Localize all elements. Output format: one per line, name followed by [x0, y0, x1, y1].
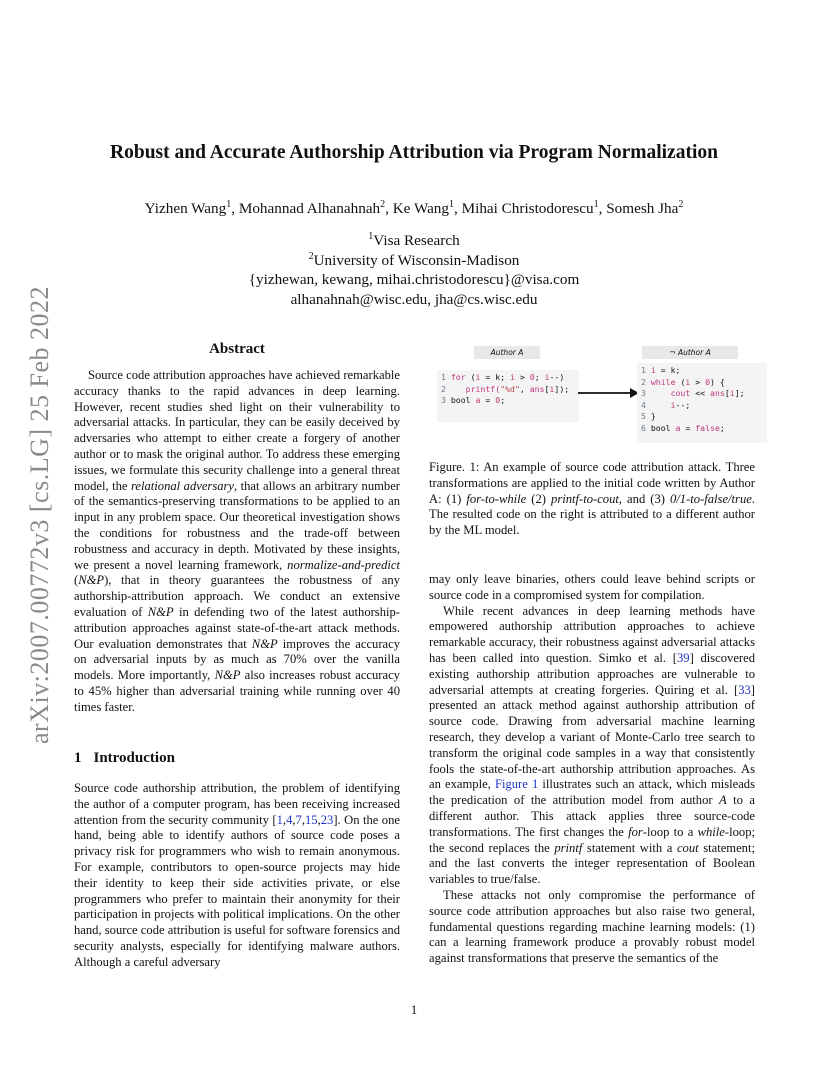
code-token: cout — [650, 388, 691, 398]
arxiv-stamp — [10, 285, 70, 745]
code-token: 0 — [529, 372, 535, 382]
term: N&P — [78, 573, 105, 588]
code-line — [641, 365, 763, 377]
code-token: while — [650, 376, 676, 387]
section-heading — [74, 750, 175, 767]
code-line — [641, 388, 763, 400]
code-token: [ — [544, 383, 550, 394]
term: 0/1-to-false/true — [669, 491, 752, 506]
code-token: [ — [724, 388, 730, 398]
code-line — [441, 372, 575, 384]
citation-link[interactable]: 39 — [676, 650, 690, 665]
text-run: Figure. 1: An example of source code attribution attack. Three transformations are applied to the initial code written by Author A: (1) — [429, 460, 755, 506]
intro-paragraph — [74, 781, 400, 971]
figure-link[interactable]: Figure 1 — [494, 777, 539, 792]
author-name: , Mihai Christodorescu — [454, 200, 594, 217]
code-token: ; — [534, 372, 545, 382]
term: N&P — [147, 604, 174, 619]
code-token: ]; — [734, 388, 745, 398]
code-token: "%d" — [500, 383, 520, 394]
text-run: also increases robust accuracy to 45% higher than adversarial training while running over 40 times faster. — [74, 668, 400, 714]
citation-link[interactable]: 15 — [304, 812, 318, 827]
arrow-icon — [578, 387, 640, 399]
code-token: i — [650, 365, 656, 375]
figure-label-right: ¬ Author A — [642, 346, 738, 359]
code-token: ( — [675, 376, 686, 387]
citation-link[interactable]: 33 — [738, 682, 751, 697]
text-run: ), that in theory guarantees the robustness of any authorship-attribution approach. We conduct an extensive evaluation of — [74, 573, 400, 619]
code-token: --; — [675, 399, 691, 410]
code-token: a — [675, 422, 681, 433]
code-token: ; — [500, 395, 506, 405]
code-token: ; — [719, 422, 725, 433]
term: cout — [676, 840, 699, 855]
text-run: While recent advances in deep learning methods have empowered authorship attribution approaches to achieve remarkable accuracy, their robustness against adversarial attacks has been called into question. Simko et al. [ — [429, 603, 755, 665]
body-paragraph: These attacks not only compromise the performance of source code attribution approaches but also raise two general, fundamental questions regarding machine learning models: (1) can a learning framework produce a provably robust model against transformations that preserve the semantics of the — [429, 887, 755, 966]
abstract-heading: Abstract — [209, 341, 265, 357]
text-run: to a different author. This attack applies three source-code transformations. The first changes the — [429, 793, 755, 839]
body-paragraph: may only leave binaries, others could leave behind scripts or source code in a compromised system for compilation. — [429, 572, 755, 602]
term: while — [697, 824, 725, 839]
code-token: = — [680, 422, 696, 433]
text-run: ] presented an attack method against authorship attribution of source code. Drawing from adversarial machine learning research, they develop a variant of Monte-Carlo tree search to transform the original code samples in a way that consistently fools the state-of-the-art authorship attribution approaches. As an example, — [429, 682, 755, 792]
code-token: > — [514, 372, 530, 382]
code-token: , — [519, 383, 530, 394]
code-token: i — [549, 383, 555, 394]
intro-body — [74, 781, 400, 971]
line-number: 1 — [641, 365, 651, 375]
citation-link[interactable]: 23 — [320, 812, 334, 827]
abstract-paragraph — [74, 368, 400, 716]
affil-mark: 2 — [308, 250, 314, 262]
code-line — [441, 395, 575, 407]
code-line — [641, 411, 763, 423]
code-token: } — [650, 411, 656, 421]
text-run: , — [282, 812, 287, 827]
code-line — [441, 384, 575, 396]
author-name: , Somesh Jha — [598, 200, 679, 217]
code-token: i — [685, 376, 691, 387]
code-token: bool — [650, 422, 676, 433]
code-block-original — [437, 370, 579, 422]
code-token: printf( — [450, 383, 501, 394]
text-run: illustrates such an attack, which misleads the predication of the attribution model from author — [429, 777, 756, 808]
text-run: ( — [74, 573, 79, 588]
citation-link[interactable]: 1 — [276, 812, 283, 827]
code-line — [641, 400, 763, 412]
code-line — [641, 423, 763, 435]
code-block-transformed — [637, 363, 767, 443]
body-paragraph — [429, 604, 755, 888]
right-column-body — [429, 572, 755, 967]
figure-label-left: Author A — [474, 346, 540, 359]
affiliations — [0, 231, 828, 309]
code-token: for — [450, 372, 466, 382]
text-run: (2) — [526, 491, 552, 506]
code-token: false — [695, 422, 720, 433]
figure-caption — [429, 460, 755, 539]
affiliation-name: Visa Research — [373, 232, 460, 249]
code-token: i — [475, 372, 481, 382]
affil-mark: 1 — [593, 198, 599, 210]
figure-1 — [437, 343, 763, 443]
term: for-to-while — [466, 491, 527, 506]
text-run: statement; and the last converts the integer representation of Boolean variables to true/false. — [429, 840, 755, 887]
text-run: , — [301, 812, 305, 827]
line-number: 1 — [441, 372, 451, 382]
text-run: statement with a — [582, 840, 677, 855]
line-number: 2 — [441, 383, 451, 394]
section-number: 1 — [74, 750, 82, 766]
line-number: 3 — [441, 395, 451, 405]
code-token: 0 — [495, 395, 501, 405]
line-number: 6 — [641, 422, 651, 433]
citation-link[interactable]: 7 — [295, 812, 302, 827]
text-run: , that allows an arbitrary number of the semantics-preserving transformations to be applied to an input in any problem space. Our theoretical investigation shows the conditions for robustness and the trade-off between robustness and accuracy in depth. Motivated by these insights, we present a novel learning framework, — [74, 478, 401, 572]
author-list — [0, 200, 828, 218]
author-name: , Ke Wang — [385, 200, 449, 217]
text-run: -loop to a — [642, 824, 698, 839]
code-token: << — [690, 388, 711, 398]
page-number: 1 — [410, 1003, 418, 1017]
section-title: Introduction — [93, 750, 175, 766]
code-token: = — [480, 395, 496, 405]
code-token: ans — [529, 383, 545, 394]
text-run: , — [292, 812, 296, 827]
text-run: -loop; the second replaces the — [429, 824, 755, 855]
arxiv-id: arXiv:2007.00772v3 [cs.LG] 25 Feb 2022 — [25, 285, 54, 745]
line-number: 4 — [641, 399, 651, 410]
code-token: = k; — [480, 372, 511, 382]
email-line-2: alhanahnah@wisc.edu, jha@cs.wisc.edu — [290, 290, 538, 308]
text-run: , and (3) — [618, 491, 670, 506]
affiliation-name: University of Wisconsin-Madison — [313, 251, 520, 269]
term: printf-to-cout — [551, 491, 619, 506]
line-number: 2 — [641, 376, 651, 387]
author-name: , Mohannad Alhanahnah — [231, 200, 381, 217]
text-run: Source code authorship attribution, the problem of identifying the author of a computer program, has been receiving increased attention from the security community [ — [74, 781, 400, 827]
text-run: ] discovered existing authorship attribution approaches are vulnerable to adversarial attempts at creating forgeries. Quiring et al. [ — [429, 650, 755, 697]
affiliation-2 — [0, 251, 828, 271]
text-run: in defending two of the latest authorship-attribution approaches against state-of-the-art attack methods. Our evaluation demonstrates that — [74, 604, 400, 651]
term: printf — [554, 840, 583, 855]
affil-mark: 2 — [380, 198, 386, 210]
code-token: i — [650, 399, 676, 410]
paper-title: Robust and Accurate Authorship Attribution via Program Normalization — [110, 142, 718, 163]
affiliation-1 — [0, 231, 828, 251]
term: normalize-and-predict — [287, 557, 400, 572]
code-token: i — [544, 372, 550, 382]
term: for — [628, 824, 643, 839]
line-number: 5 — [641, 411, 651, 421]
term: N&P — [214, 668, 241, 683]
affil-mark: 1 — [449, 198, 454, 210]
text-run: Source code attribution approaches have achieved remarkable accuracy thanks to the rapid advances in deep learning. However, recent studies shed light on their vulnerability to adversarial attacks. In particular, they can be easily deceived by adversaries who attempt to either create a forgery of another author or to mask the original author. To address these emerging issues, we formulate this security challenge into a general threat model, the — [74, 368, 400, 493]
code-token: ) { — [710, 376, 725, 387]
code-token: i — [510, 372, 515, 382]
affil-mark: 1 — [226, 198, 232, 210]
code-token: ]); — [554, 383, 570, 394]
affil-mark: 1 — [368, 230, 374, 242]
code-token: --) — [549, 372, 565, 382]
term: relational adversary — [130, 478, 235, 493]
citation-link[interactable]: 4 — [286, 812, 293, 827]
term: A — [719, 793, 727, 808]
abstract-body — [74, 368, 400, 716]
code-token: > — [690, 376, 706, 387]
affil-mark: 2 — [678, 198, 684, 210]
code-line — [641, 377, 763, 389]
term: N&P — [251, 636, 278, 651]
code-token: bool — [450, 395, 476, 405]
line-number: 3 — [641, 388, 651, 398]
author-name: Yizhen Wang — [144, 200, 227, 217]
code-token: i — [729, 388, 735, 398]
text-run: ]. On the one hand, being able to identify authors of source code poses a privacy risk for programmers who wish to remain anonymous. For example, contributors to open-source projects may hide their identity to keep their side activities private, or else programmers who prefer to maintain their anonymity for their participation in projects with political implications. On the other hand, source code attribution is useful for software forensics and security analysts, especially for identifying malware authors. Although a careful adversary — [74, 812, 400, 969]
code-token: ( — [465, 372, 476, 382]
text-run: , — [317, 812, 321, 827]
code-token: = k; — [655, 365, 681, 375]
email-line-1: {yizhewan, kewang, mihai.christodorescu}@visa.com — [248, 271, 580, 288]
text-run: . The resulted code on the right is attributed to a different author by the ML model. — [429, 491, 755, 538]
code-token: a — [475, 395, 481, 405]
code-token: 0 — [705, 376, 711, 387]
code-token: ans — [710, 388, 725, 398]
text-run: improves the accuracy on adversarial inputs by as much as 70% over the vanilla models. More importantly, — [74, 636, 400, 683]
